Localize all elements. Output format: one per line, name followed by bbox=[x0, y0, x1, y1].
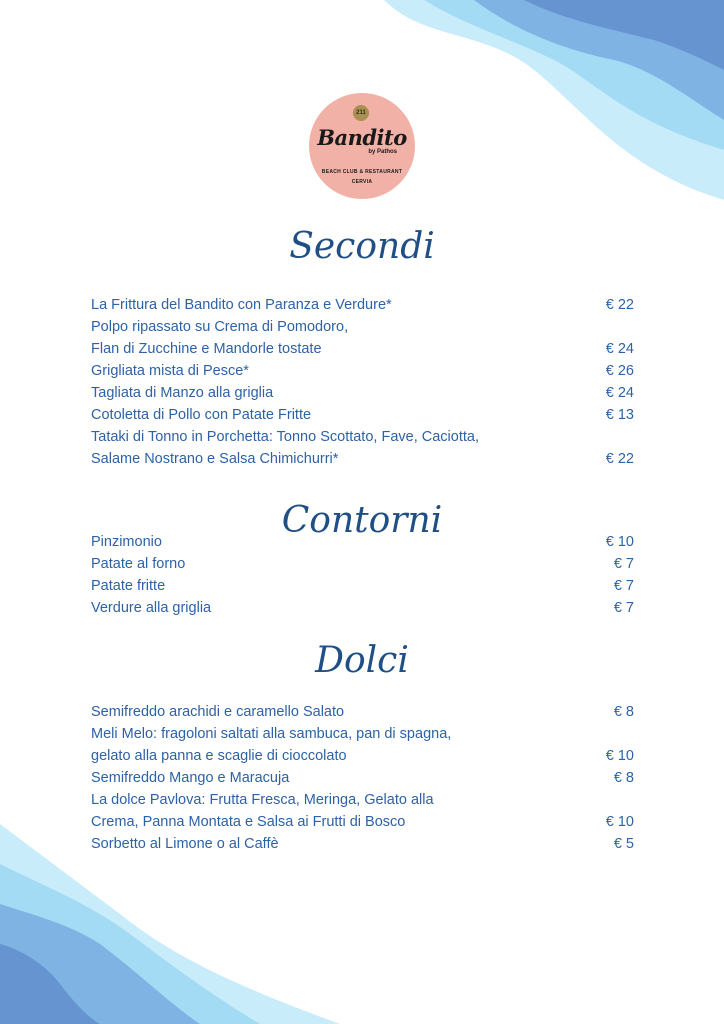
menu-item bbox=[91, 767, 634, 789]
menu-item-name: Grigliata mista di Pesce* bbox=[91, 363, 249, 379]
menu-item-name: La dolce Pavlova: Frutta Fresca, Meringa, Gelato alla bbox=[91, 792, 434, 808]
menu-item bbox=[91, 553, 634, 575]
menu-item-name: Verdure alla griglia bbox=[91, 600, 212, 616]
menu-item-price: € 7 bbox=[613, 578, 634, 594]
menu-item-price: € 10 bbox=[605, 534, 634, 550]
menu-item-name: Tataki di Tonno in Porchetta: Tonno Scottato, Fave, Caciotta, bbox=[91, 429, 479, 445]
section-title-dolci: Dolci bbox=[315, 640, 409, 681]
menu-item-price: € 22 bbox=[605, 297, 634, 313]
menu-item-price: € 24 bbox=[605, 385, 634, 401]
menu-item bbox=[91, 789, 634, 811]
menu-item-name: Cotoletta di Pollo con Patate Fritte bbox=[91, 407, 312, 423]
menu-item bbox=[91, 745, 634, 767]
menu-item bbox=[91, 382, 634, 404]
menu-item-price: € 13 bbox=[605, 407, 634, 423]
menu-item bbox=[91, 338, 634, 360]
logo-city: CERVIA bbox=[351, 179, 373, 185]
menu-item-name: Semifreddo Mango e Maracuja bbox=[91, 770, 290, 786]
menu-item-name: Meli Melo: fragoloni saltati alla sambuca, pan di spagna, bbox=[91, 726, 452, 742]
logo-name: Bandito bbox=[317, 125, 407, 150]
menu-item-price: € 10 bbox=[605, 814, 634, 830]
menu-item-name: Semifreddo arachidi e caramello Salato bbox=[91, 704, 345, 720]
menu-list-contorni bbox=[91, 531, 634, 619]
menu-item-price: € 8 bbox=[613, 704, 634, 720]
menu-item-name: Patate al forno bbox=[91, 556, 186, 572]
menu-item bbox=[91, 575, 634, 597]
section-title-secondi: Secondi bbox=[289, 226, 435, 267]
menu-item-name: Tagliata di Manzo alla griglia bbox=[91, 385, 274, 401]
menu-item bbox=[91, 404, 634, 426]
menu-item-name: Sorbetto al Limone o al Caffè bbox=[91, 836, 279, 852]
menu-item-name: La Frittura del Bandito con Paranza e Verdure* bbox=[91, 297, 392, 313]
menu-item-name: Patate fritte bbox=[91, 578, 166, 594]
menu-list-dolci bbox=[91, 701, 634, 855]
logo-number-badge: 211 bbox=[353, 105, 369, 121]
menu-item bbox=[91, 294, 634, 316]
menu-item bbox=[91, 360, 634, 382]
menu-item-price: € 26 bbox=[605, 363, 634, 379]
top-right-wave-decoration bbox=[364, 0, 724, 200]
menu-item-price: € 5 bbox=[613, 836, 634, 852]
logo-subtitle: BEACH CLUB & RESTAURANT bbox=[321, 169, 403, 175]
menu-item bbox=[91, 426, 634, 448]
logo-by-line: by Pathos bbox=[368, 149, 397, 155]
menu-item-name: Salame Nostrano e Salsa Chimichurri* bbox=[91, 451, 339, 467]
menu-item-name: Polpo ripassato su Crema di Pomodoro, bbox=[91, 319, 349, 335]
menu-item bbox=[91, 448, 634, 470]
menu-item-name: Flan di Zucchine e Mandorle tostate bbox=[91, 341, 322, 357]
menu-item bbox=[91, 316, 634, 338]
menu-item-price: € 8 bbox=[613, 770, 634, 786]
menu-item-price: € 24 bbox=[605, 341, 634, 357]
menu-item-price: € 22 bbox=[605, 451, 634, 467]
restaurant-logo bbox=[309, 93, 415, 199]
menu-item bbox=[91, 811, 634, 833]
menu-item bbox=[91, 701, 634, 723]
menu-item bbox=[91, 723, 634, 745]
menu-list-secondi bbox=[91, 294, 634, 470]
menu-item bbox=[91, 597, 634, 619]
menu-item bbox=[91, 833, 634, 855]
menu-item-price: € 7 bbox=[613, 600, 634, 616]
menu-item-name: Crema, Panna Montata e Salsa ai Frutti di Bosco bbox=[91, 814, 406, 830]
menu-item-name: Pinzimonio bbox=[91, 534, 162, 550]
section-title-contorni: Contorni bbox=[281, 500, 443, 541]
menu-item-price: € 7 bbox=[613, 556, 634, 572]
menu-item bbox=[91, 531, 634, 553]
menu-item-name: gelato alla panna e scaglie di cioccolato bbox=[91, 748, 347, 764]
menu-item-price: € 10 bbox=[605, 748, 634, 764]
